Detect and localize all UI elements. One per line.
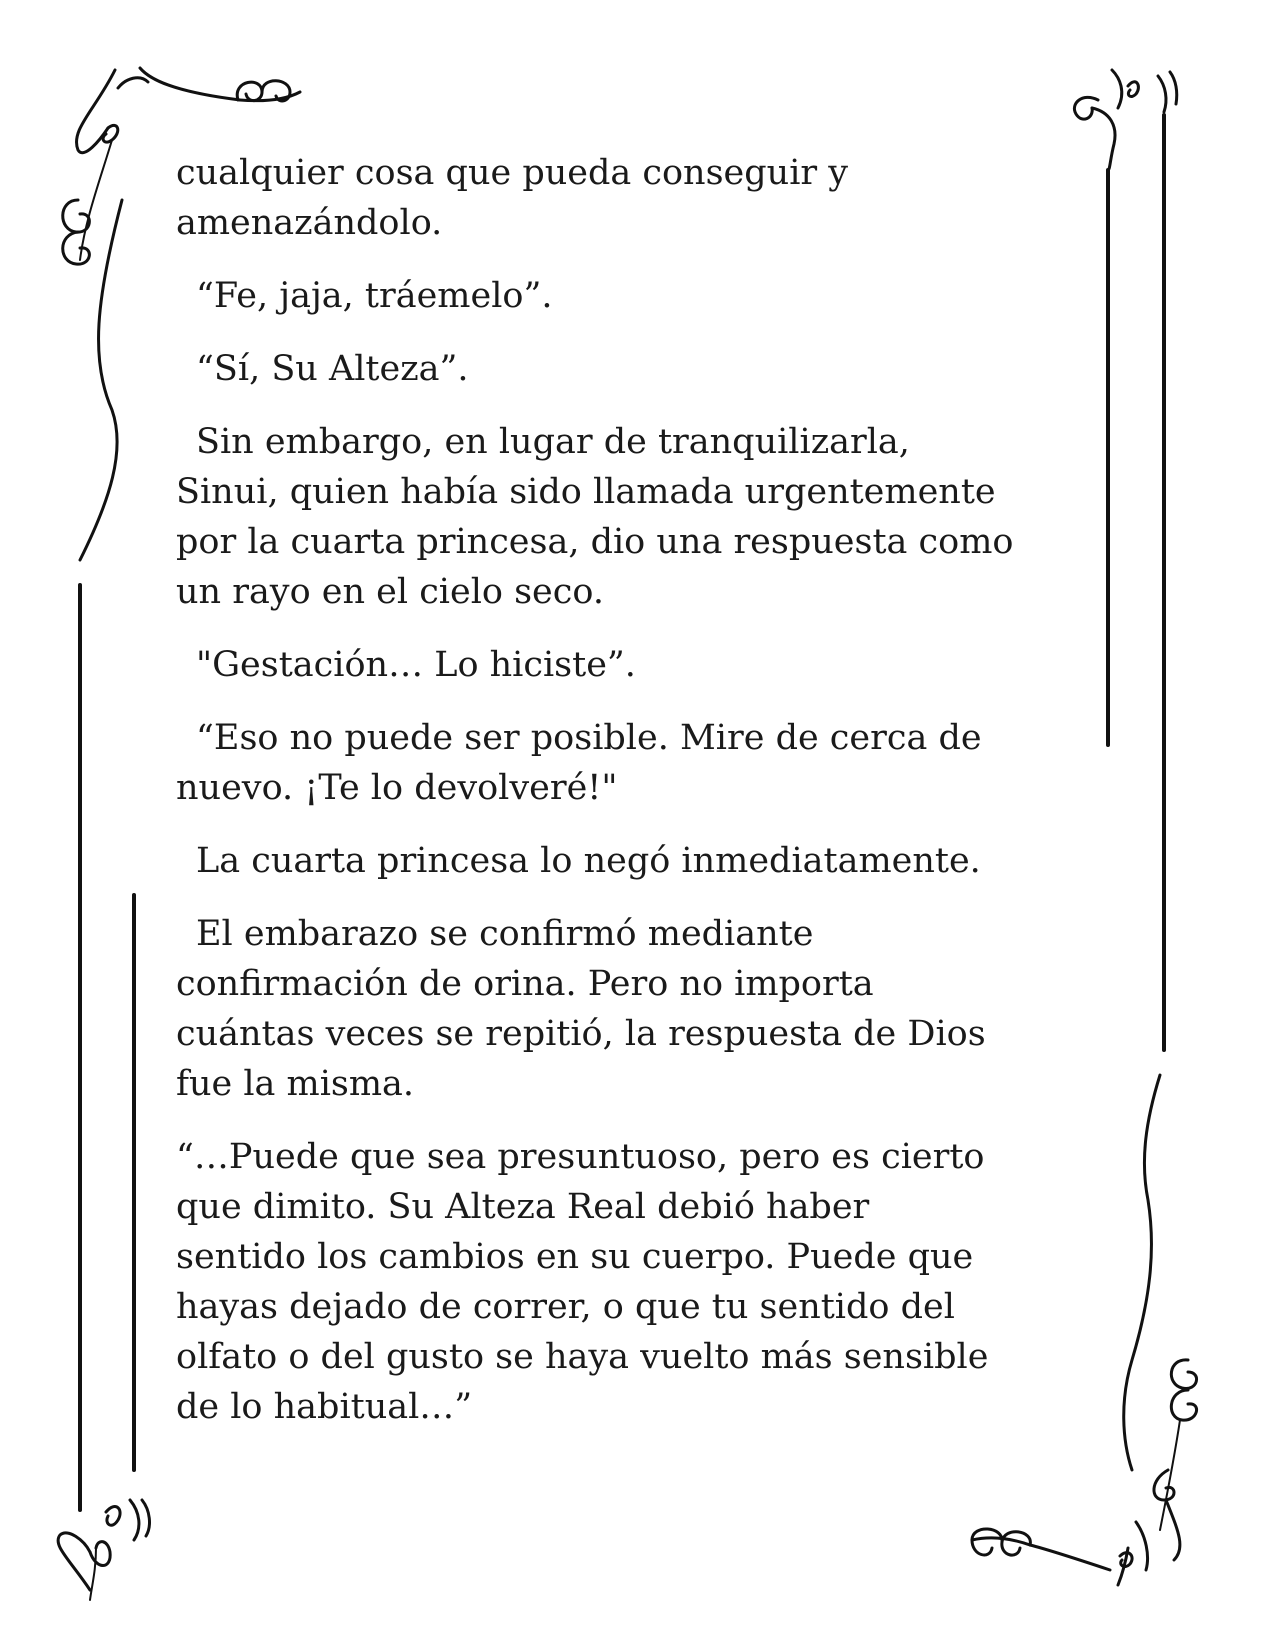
- flourish-bottom-left: [58, 1500, 149, 1600]
- paragraph: “Eso no puede ser posible. Mire de cerca de nuevo. ¡Te lo devolveré!": [176, 718, 982, 808]
- paragraph: cualquier cosa que pueda conseguir y amenazándolo.: [176, 153, 849, 243]
- paragraph: “…Puede que sea presuntuoso, pero es cierto que dimito. Su Alteza Real debió haber sentido los cambios en su cuerpo. Puede que hayas dejado de correr, o que tu sentido del olfato o del gusto se haya vuelto más sensible de lo habitual…”: [176, 1137, 989, 1427]
- paragraph: Sin embargo, en lugar de tranquilizarla, Sinui, quien había sido llamada urgentemente por la cuarta princesa, dio una respuesta como un rayo en el cielo seco.: [176, 422, 1014, 612]
- paragraph: La cuarta princesa lo negó inmediatamente.: [196, 841, 981, 881]
- paragraph: “Sí, Su Alteza”.: [196, 349, 469, 389]
- paragraph: El embarazo se confirmó mediante confirmación de orina. Pero no importa cuántas veces se repitió, la respuesta de Dios fue la misma.: [176, 914, 986, 1104]
- paragraph: "Gestación… Lo hiciste”.: [196, 645, 636, 685]
- paragraph: “Fe, jaja, tráemelo”.: [196, 276, 553, 316]
- page-body-text: [176, 148, 1096, 1455]
